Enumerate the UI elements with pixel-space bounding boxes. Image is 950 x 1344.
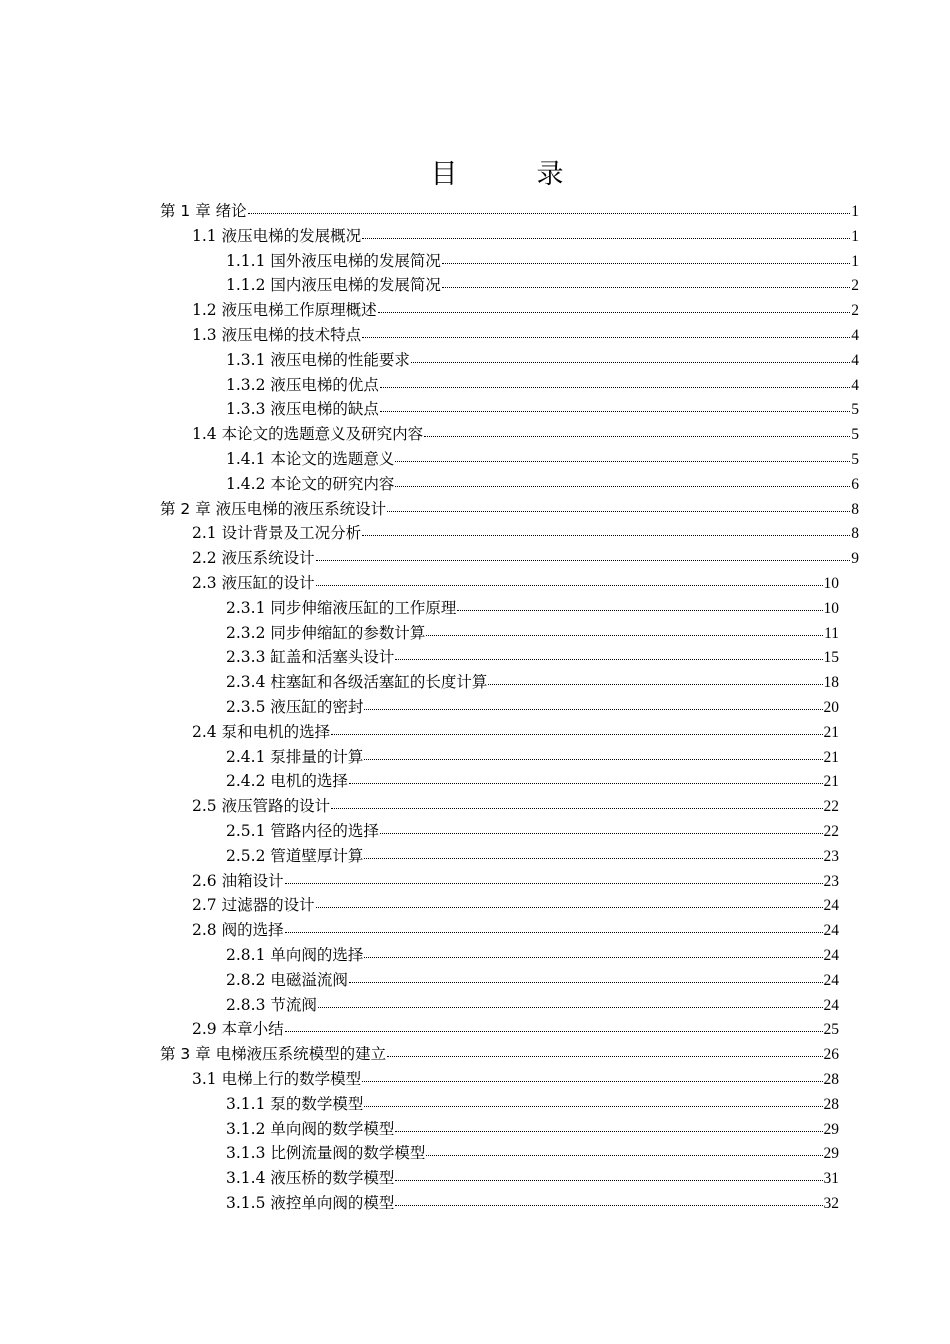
toc-entry-page-number: 32 [823, 1195, 839, 1212]
toc-entry-label: 1.1 液压电梯的发展概况 [192, 226, 362, 245]
toc-entry-page-number: 21 [823, 773, 839, 791]
toc-entry-page-number: 23 [823, 872, 839, 890]
dot-leader [316, 549, 851, 563]
toc-entry[interactable] [226, 596, 839, 621]
toc-entry-page-number: 4 [851, 376, 859, 394]
toc-entry-label: 第 1 章 绪论 [160, 202, 247, 220]
toc-entry-page-number: 28 [823, 1095, 839, 1113]
dot-leader [364, 748, 822, 762]
dot-leader [488, 673, 822, 687]
toc-entry[interactable] [192, 422, 859, 447]
toc-entry-label: 1.2 液压电梯工作原理概述 [192, 301, 377, 320]
toc-title: 目 录 [430, 159, 590, 190]
toc-entry-label: 1.4.2 本论文的研究内容 [226, 474, 395, 493]
toc-entry[interactable] [226, 769, 839, 794]
toc-entry[interactable] [192, 1017, 839, 1042]
toc-entry[interactable] [226, 943, 839, 968]
dot-leader [331, 797, 822, 811]
toc-entry-label: 第 2 章 液压电梯的液压系统设计 [160, 499, 387, 518]
toc-entry[interactable] [192, 893, 839, 918]
toc-entry-label: 1.3.3 液压电梯的缺点 [226, 400, 379, 419]
toc-entry-label: 1.3 液压电梯的技术特点 [192, 326, 362, 344]
dot-leader [364, 698, 822, 712]
toc-entry-label: 2.4.1 泵排量的计算 [226, 747, 364, 766]
toc-entry-label: 第 3 章 电梯液压系统模型的建立 [160, 1045, 387, 1064]
toc-entry[interactable] [226, 1117, 839, 1142]
dot-leader [395, 475, 850, 489]
toc-entry-page-number: 5 [851, 426, 859, 444]
toc-entry-label: 2.4.2 电机的选择 [226, 772, 348, 791]
toc-entry[interactable] [226, 1092, 839, 1117]
toc-entry[interactable] [226, 645, 839, 670]
toc-entry[interactable] [226, 249, 859, 274]
dot-leader [395, 648, 822, 662]
toc-entry-page-number: 23 [823, 847, 839, 865]
toc-entry-page-number: 11 [824, 624, 839, 642]
toc-entry-label: 2.3.3 缸盖和活塞头设计 [226, 648, 395, 667]
toc-entry-page-number: 10 [823, 575, 839, 592]
dot-leader [285, 872, 823, 886]
toc-entry-page-number: 10 [823, 599, 839, 617]
toc-entry[interactable] [226, 844, 839, 869]
dot-leader [442, 276, 850, 290]
toc-entry[interactable] [192, 521, 859, 546]
toc-entry[interactable] [226, 745, 839, 770]
dot-leader [248, 202, 851, 216]
toc-entry-label: 3.1.2 单向阀的数学模型 [226, 1119, 395, 1138]
toc-entry-page-number: 5 [851, 451, 859, 468]
toc-entry-label: 2.8.2 电磁溢流阀 [226, 970, 348, 989]
toc-entry-label: 1.3.2 液压电梯的优点 [226, 375, 379, 394]
dot-leader [285, 1020, 823, 1034]
toc-entry-page-number: 18 [823, 674, 839, 692]
toc-entry[interactable] [226, 1141, 839, 1166]
dot-leader [364, 946, 822, 960]
toc-entry-page-number: 29 [823, 1120, 839, 1138]
toc-entry[interactable] [226, 373, 859, 398]
toc-entry[interactable] [226, 621, 839, 646]
toc-entry-page-number: 21 [823, 723, 839, 741]
toc-entry-label: 1.3.1 液压电梯的性能要求 [226, 350, 410, 369]
dot-leader [395, 1120, 822, 1134]
toc-entry-label: 3.1.1 泵的数学模型 [226, 1094, 364, 1113]
toc-entry-page-number: 21 [823, 748, 839, 766]
toc-entry-page-number: 28 [823, 1071, 839, 1088]
toc-entry-label: 2.6 油箱设计 [192, 871, 284, 890]
dot-leader [457, 599, 822, 613]
toc-entry-label: 2.7 过滤器的设计 [192, 896, 315, 915]
toc-entry-label: 2.3 液压缸的设计 [192, 574, 315, 592]
toc-entry-label: 1.1.1 国外液压电梯的发展简况 [226, 251, 441, 270]
toc-entry-label: 1.4.1 本论文的选题意义 [226, 450, 395, 468]
toc-entry-page-number: 1 [851, 252, 859, 270]
dot-leader [442, 252, 850, 266]
dot-leader [387, 1045, 822, 1059]
toc-entry-label: 2.3.5 液压缸的密封 [226, 698, 364, 716]
toc-entry-page-number: 8 [851, 525, 859, 543]
toc-entry[interactable] [226, 397, 859, 422]
toc-entry[interactable] [192, 298, 859, 323]
toc-entry[interactable] [192, 1067, 839, 1092]
toc-entry-page-number: 5 [851, 401, 859, 419]
toc-entry-label: 2.1 设计背景及工况分析 [192, 524, 362, 543]
toc-entry-label: 2.3.2 同步伸缩缸的参数计算 [226, 623, 426, 642]
toc-entry[interactable] [226, 348, 859, 373]
toc-entry[interactable] [192, 794, 839, 819]
toc-entry[interactable] [192, 323, 859, 348]
toc-entry-page-number: 2 [851, 302, 859, 320]
dot-leader [316, 896, 823, 910]
dot-leader [331, 723, 822, 737]
toc-entry-page-number: 25 [823, 1021, 839, 1039]
dot-leader [364, 847, 822, 861]
dot-leader [362, 524, 850, 538]
toc-entry[interactable] [192, 571, 839, 596]
toc-entry-label: 2.8.3 节流阀 [226, 995, 317, 1014]
toc-entry-page-number: 9 [851, 550, 859, 568]
toc-entry-page-number: 24 [823, 922, 839, 940]
dot-leader [426, 1144, 822, 1158]
toc-entry[interactable] [226, 968, 839, 993]
dot-leader [316, 574, 823, 588]
dot-leader [364, 1095, 822, 1109]
dot-leader [395, 450, 850, 464]
toc-entry-label: 1.1.2 国内液压电梯的发展简况 [226, 276, 441, 295]
toc-entry[interactable] [226, 670, 839, 695]
dot-leader [411, 351, 850, 365]
toc-entry[interactable] [160, 199, 859, 224]
dot-leader [318, 996, 823, 1010]
toc-entry-label: 2.5.1 管路内径的选择 [226, 822, 379, 840]
toc-entry[interactable] [160, 497, 859, 522]
toc-entry[interactable] [192, 720, 839, 745]
dot-leader [362, 326, 850, 340]
toc-entry-label: 2.4 泵和电机的选择 [192, 722, 331, 741]
toc-entry-page-number: 22 [823, 823, 839, 840]
toc-entry-page-number: 2 [851, 277, 859, 295]
toc-entry[interactable] [192, 546, 859, 571]
toc-entry-label: 2.5 液压管路的设计 [192, 797, 331, 816]
toc-entry-label: 2.2 液压系统设计 [192, 549, 315, 568]
toc-entry-label: 1.4 本论文的选题意义及研究内容 [192, 425, 424, 444]
toc-entry-page-number: 1 [851, 227, 859, 245]
toc-entry-label: 3.1 电梯上行的数学模型 [192, 1070, 362, 1088]
toc-entry-page-number: 15 [823, 649, 839, 667]
toc-entry-page-number: 4 [851, 327, 859, 344]
dot-leader [349, 971, 823, 985]
toc-entry[interactable] [226, 1166, 839, 1191]
dot-leader [362, 1070, 822, 1084]
toc-entry-page-number: 1 [851, 203, 859, 220]
toc-entry-page-number: 24 [823, 947, 839, 964]
toc-entry-label: 2.8 阀的选择 [192, 921, 284, 940]
dot-leader [285, 921, 823, 935]
toc-entry-label: 3.1.3 比例流量阀的数学模型 [226, 1144, 426, 1163]
toc-entry-label: 2.5.2 管道壁厚计算 [226, 846, 364, 865]
toc-entry-label: 2.8.1 单向阀的选择 [226, 946, 364, 964]
toc-entry[interactable] [160, 1042, 839, 1067]
toc-entry[interactable] [226, 273, 859, 298]
toc-entry[interactable] [226, 447, 859, 472]
dot-leader [362, 227, 850, 241]
toc-entry[interactable] [226, 819, 839, 844]
dot-leader [380, 376, 850, 390]
dot-leader [395, 1194, 822, 1208]
dot-leader [426, 624, 823, 638]
toc-entry[interactable] [192, 918, 839, 943]
toc-entry-page-number: 24 [823, 996, 839, 1014]
dot-leader [349, 772, 823, 786]
toc-entry-page-number: 6 [851, 475, 859, 493]
toc-entry-label: 2.3.1 同步伸缩液压缸的工作原理 [226, 598, 457, 617]
dot-leader [380, 822, 823, 836]
toc-entry[interactable] [226, 472, 859, 497]
toc-entry-page-number: 8 [851, 500, 859, 518]
toc-entry-page-number: 24 [823, 971, 839, 989]
dot-leader [380, 400, 850, 414]
toc-entry[interactable] [192, 224, 859, 249]
toc-entry-page-number: 29 [823, 1145, 839, 1163]
toc-entry-page-number: 26 [823, 1046, 839, 1064]
dot-leader [424, 425, 850, 439]
toc-entry-label: 2.9 本章小结 [192, 1020, 284, 1039]
toc-entry[interactable] [226, 695, 839, 720]
dot-leader [395, 1169, 822, 1183]
toc-entry[interactable] [192, 869, 839, 894]
toc-entry-page-number: 20 [823, 699, 839, 716]
toc-entry-page-number: 31 [823, 1170, 839, 1188]
toc-entry[interactable] [226, 993, 839, 1018]
toc-entry-page-number: 22 [823, 798, 839, 816]
toc-entry-label: 3.1.5 液控单向阀的模型 [226, 1194, 395, 1212]
toc-entry-page-number: 4 [851, 351, 859, 369]
dot-leader [387, 500, 850, 514]
toc-entry-page-number: 24 [823, 897, 839, 915]
toc-entry-label: 2.3.4 柱塞缸和各级活塞缸的长度计算 [226, 673, 488, 692]
dot-leader [378, 301, 851, 315]
toc-entry-label: 3.1.4 液压桥的数学模型 [226, 1169, 395, 1188]
toc-entry[interactable] [226, 1191, 839, 1216]
